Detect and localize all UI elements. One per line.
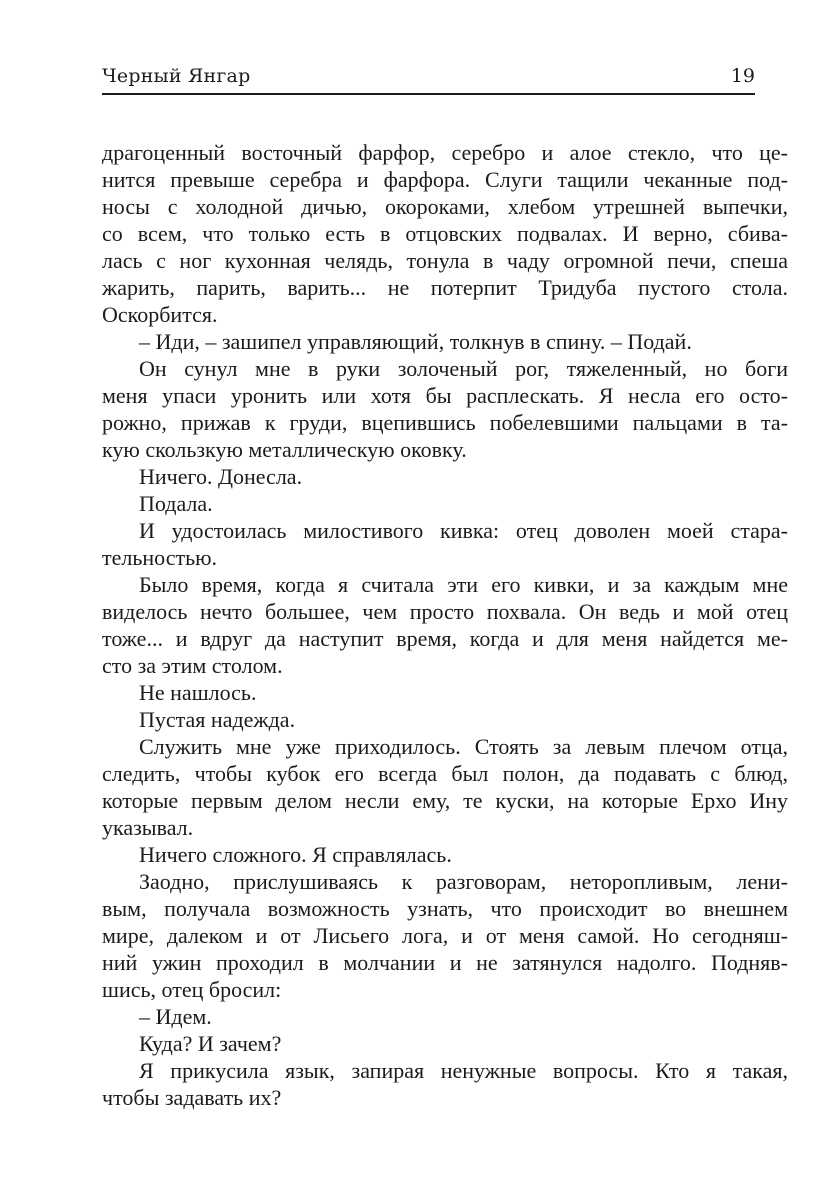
paragraph [102, 517, 788, 571]
text-line: которые первым делом несли ему, те куски, на которые Ерхо Ину [102, 788, 788, 813]
page-header [102, 64, 755, 95]
text-line: меня упаси уронить или хотя бы расплескать. Я несла его осто- [102, 383, 788, 408]
text-line: шись, отец бросил: [102, 977, 282, 1002]
paragraph [102, 868, 788, 1003]
paragraph [102, 328, 788, 355]
text-line: вым, получала возможность узнать, что происходит во внешнем [102, 896, 788, 921]
paragraph [102, 679, 788, 706]
text-line: тоже... и вдруг да наступит время, когда и для меня найдется ме- [102, 626, 788, 651]
paragraph [102, 463, 788, 490]
text-line: Не нашлось. [139, 680, 257, 705]
text-line: указывал. [102, 815, 194, 840]
paragraph [102, 490, 788, 517]
text-line: носы с холодной дичью, окороками, хлебом утрешней выпечки, [102, 194, 788, 219]
text-line: Подала. [139, 491, 213, 516]
text-line: жарить, парить, варить... не потерпит Тридуба пустого стола. [102, 275, 788, 300]
paragraph [102, 733, 788, 841]
text-line: Оскорбится. [102, 302, 218, 327]
paragraph [102, 706, 788, 733]
text-line: Ничего сложного. Я справлялась. [139, 842, 452, 867]
text-line: Заодно, прислушиваясь к разговорам, неторопливым, лени- [139, 869, 788, 894]
paragraph [102, 571, 788, 679]
page-body [102, 139, 788, 1111]
text-line: Он сунул мне в руки золоченый рог, тяжеленный, но боги [139, 356, 788, 381]
text-line: драгоценный восточный фарфор, серебро и алое стекло, что це- [102, 140, 788, 165]
paragraph [102, 1057, 788, 1111]
paragraph [102, 139, 788, 328]
text-line: Пустая надежда. [139, 707, 296, 732]
text-line: чтобы задавать их? [102, 1085, 282, 1110]
text-line: ний ужин проходил в молчании и не затянулся надолго. Подняв- [102, 950, 788, 975]
text-line: рожно, прижав к груди, вцепившись побелевшими пальцами в та- [102, 410, 788, 435]
text-line: виделось нечто большее, чем просто похвала. Он ведь и мой отец [102, 599, 788, 624]
text-line: Служить мне уже приходилось. Стоять за левым плечом отца, [139, 734, 788, 759]
running-title: Черный Янгар [102, 65, 251, 87]
paragraph [102, 1003, 788, 1030]
text-line: И удостоилась милостивого кивка: отец доволен моей стара- [139, 518, 788, 543]
text-line: следить, чтобы кубок его всегда был полон, да подавать с блюд, [102, 761, 788, 786]
text-line: Было время, когда я считала эти его кивки, и за каждым мне [139, 572, 788, 597]
paragraph [102, 841, 788, 868]
text-line: кую скользкую металлическую оковку. [102, 437, 467, 462]
text-line: лась с ног кухонная челядь, тонула в чаду огромной печи, спеша [102, 248, 788, 273]
paragraph [102, 355, 788, 463]
text-line: Ничего. Донесла. [139, 464, 303, 489]
text-line: сто за этим столом. [102, 653, 283, 678]
text-line: нится превыше серебра и фарфора. Слуги тащили чеканные под- [102, 167, 788, 192]
text-line: – Идем. [139, 1004, 212, 1029]
page-number: 19 [730, 65, 755, 87]
text-line: Я прикусила язык, запирая ненужные вопросы. Кто я такая, [139, 1058, 788, 1083]
text-line: мире, далеком и от Лисьего лога, и от меня самой. Но сегодняш- [102, 923, 788, 948]
text-line: тельностью. [102, 545, 218, 570]
text-line: Куда? И зачем? [139, 1031, 282, 1056]
text-line: со всем, что только есть в отцовских подвалах. И верно, сбива- [102, 221, 788, 246]
paragraph [102, 1030, 788, 1057]
text-line: – Иди, – зашипел управляющий, толкнув в спину. – Подай. [139, 329, 692, 354]
